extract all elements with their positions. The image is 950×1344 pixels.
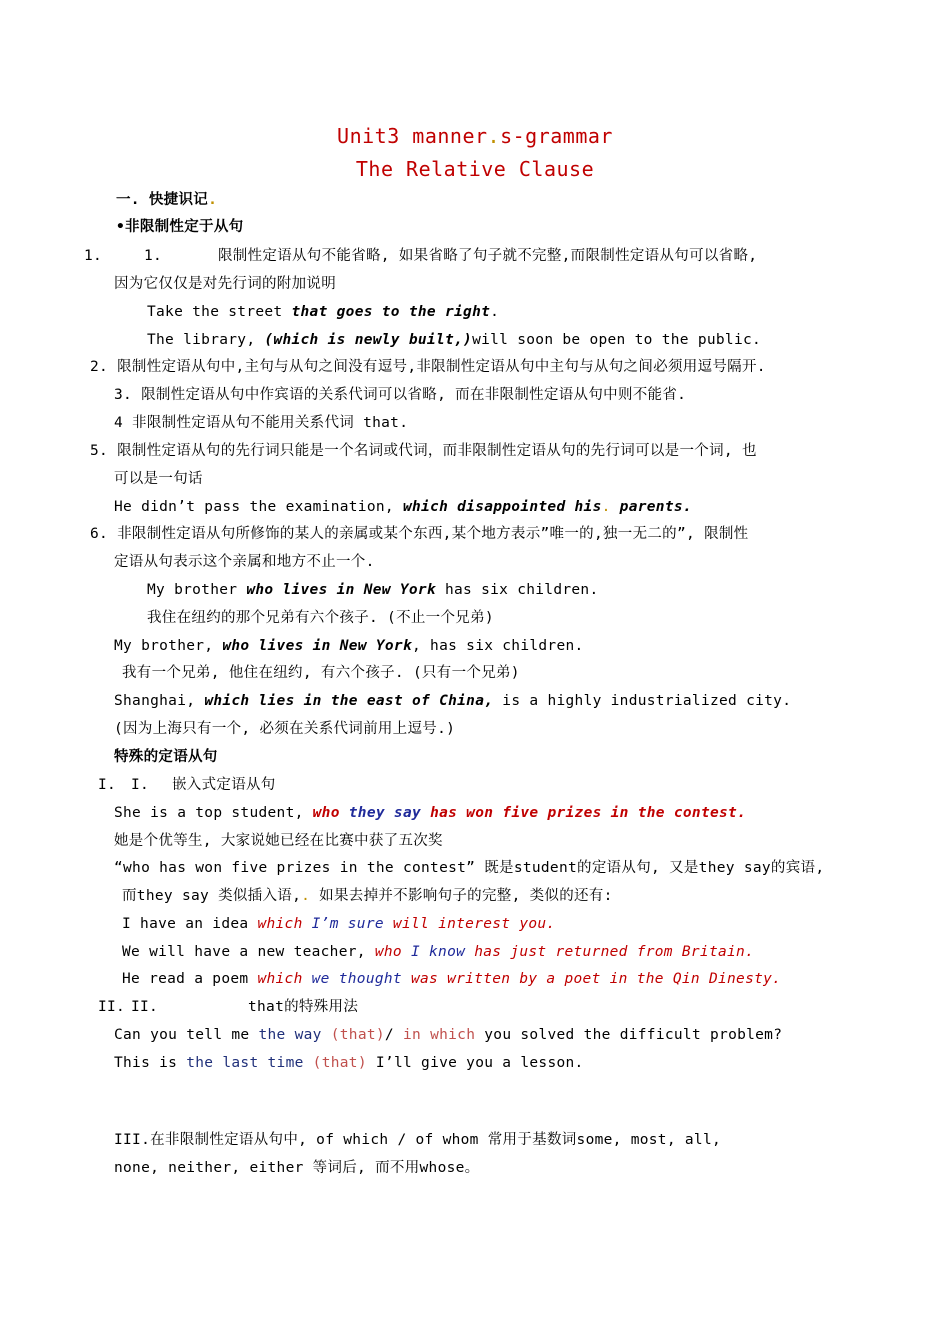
example-sentence: He didn’t pass the examination, which disappointed his. parents. (114, 499, 692, 515)
item-number: II. (98, 999, 126, 1015)
paragraph-line: 限制性定语从句不能省略, 如果省略了句子就不完整,而限制性定语从句可以省略, (218, 248, 758, 264)
item-number: II. (131, 999, 159, 1015)
example-sentence: I have an idea which I’m sure will interest you. (122, 916, 556, 932)
example-sentence: We will have a new teacher, who I know has just returned from Britain. (122, 944, 755, 960)
example-translation: 她是个优等生, 大家说她已经在比赛中获了五次奖 (114, 833, 443, 849)
paragraph-line: 5. 限制性定语从句的先行词只能是一个名词或代词，而非限制性定语从句的先行词可以是一个词, 也 (90, 443, 757, 459)
paragraph-line: III.在非限制性定语从句中, of which / of whom 常用于基数词some, most, all, (114, 1132, 722, 1148)
example-translation: 我有一个兄弟, 他住在纽约, 有六个孩子. (只有一个兄弟) (122, 665, 520, 681)
item-number: 1. (144, 248, 163, 264)
section-heading: 特殊的定语从句 (114, 749, 218, 765)
paragraph-line: 而they say 类似插入语,. 如果去掉并不影响句子的完整, 类似的还有: (122, 888, 613, 904)
example-sentence: Shanghai, which lies in the east of China, is a highly industrialized city. (114, 693, 792, 709)
doc-title-line2: The Relative Clause (355, 157, 595, 181)
paragraph-line: 定语从句表示这个亲属和地方不止一个. (114, 554, 375, 570)
paragraph-line: 6. 非限制性定语从句所修饰的某人的亲属或某个东西,某个地方表示”唯一的,独一无二的”, 限制性 (90, 526, 749, 542)
item-number: I. (131, 777, 150, 793)
example-translation: 我住在纽约的那个兄弟有六个孩子. (不止一个兄弟) (147, 610, 494, 626)
paragraph-line: 4 非限制性定语从句不能用关系代词 that. (114, 415, 409, 431)
paragraph-line: 3. 限制性定语从句中作宾语的关系代词可以省略, 而在非限制性定语从句中则不能省. (114, 387, 687, 403)
example-sentence: Take the street that goes to the right. (147, 304, 500, 320)
paragraph-line: “who has won five prizes in the contest” 既是student的定语从句, 又是they say的宾语, (114, 860, 825, 876)
paragraph-line: 2. 限制性定语从句中,主句与从句之间没有逗号,非限制性定语从句中主句与从句之间必须用逗号隔开. (90, 359, 766, 375)
paragraph-line: none, neither, either 等词后, 而不用whose。 (114, 1160, 480, 1176)
sub-heading: •非限制性定于从句 (116, 219, 244, 235)
paragraph-line: 可以是一句话 (114, 471, 203, 487)
subsection-title: 嵌入式定语从句 (172, 777, 276, 793)
example-sentence: This is the last time (that) I’ll give you a lesson. (114, 1055, 584, 1071)
doc-title-line1: Unit3 manner.s-grammar (337, 124, 613, 148)
example-sentence: Can you tell me the way (that)/ in which you solved the difficult problem? (114, 1027, 783, 1043)
subsection-title: that的特殊用法 (248, 999, 359, 1015)
example-sentence: My brother, who lives in New York, has six children. (114, 638, 584, 654)
section-heading: 一. 快捷识记. (116, 192, 218, 208)
example-sentence: She is a top student, who they say has won five prizes in the contest. (114, 805, 747, 821)
item-number: I. (98, 777, 117, 793)
example-translation: (因为上海只有一个, 必须在关系代词前用上逗号.) (114, 721, 456, 737)
example-sentence: My brother who lives in New York has six children. (147, 582, 599, 598)
example-sentence: The library, (which is newly built,)will soon be open to the public. (147, 332, 762, 348)
example-sentence: He read a poem which we thought was written by a poet in the Qin Dinesty. (122, 971, 782, 987)
item-number: 1. (84, 248, 103, 264)
paragraph-line: 因为它仅仅是对先行词的附加说明 (114, 276, 336, 292)
